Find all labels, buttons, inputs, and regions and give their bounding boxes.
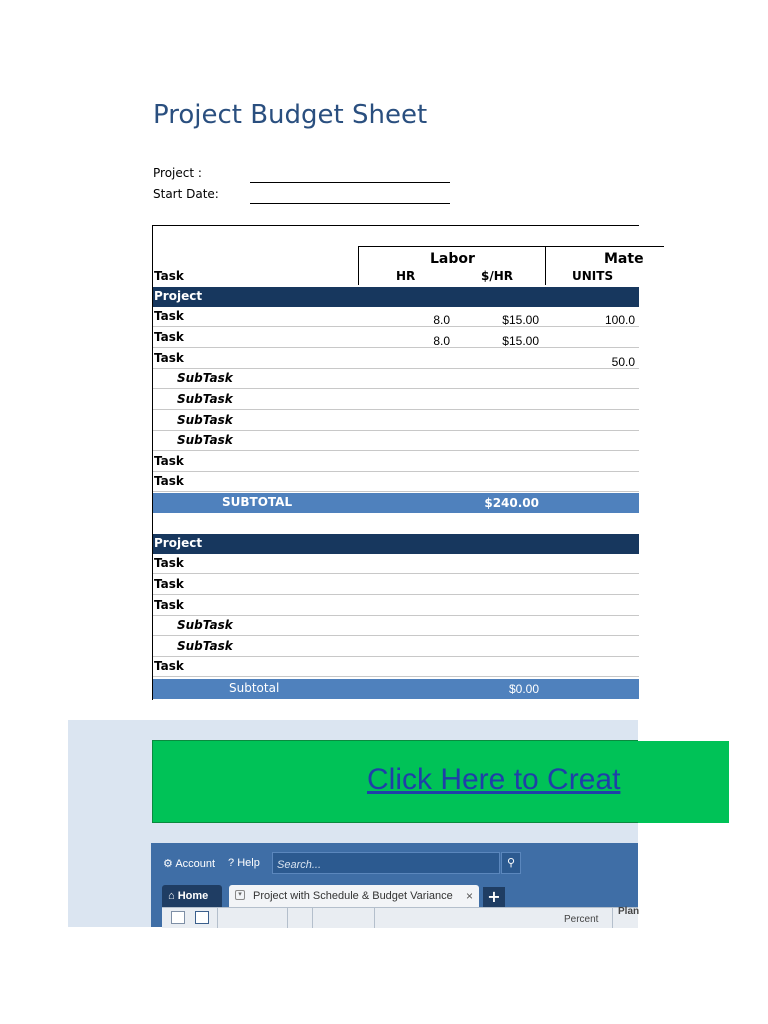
table-row [153,616,639,636]
row-label: SubTask [177,392,233,406]
row-label: SubTask [177,371,233,385]
chevron-down-icon[interactable]: ▾ [235,890,245,900]
row-label: SubTask [177,433,233,447]
col-hr: HR [396,269,416,283]
toolbar [162,907,638,928]
table-row [153,369,639,389]
table-row [153,554,639,574]
project-row [153,534,639,554]
table-row [153,307,639,327]
save-icon[interactable] [195,911,209,924]
rate-value: $15.00 [502,334,539,348]
column-divider [612,908,613,928]
close-icon[interactable]: × [465,889,473,903]
hr-value: 8.0 [433,334,450,348]
col-units: UNITS [572,269,614,283]
row-label: Task [154,351,184,365]
new-sheet-icon[interactable] [171,911,185,924]
search-button[interactable] [501,852,521,874]
hr-value: 8.0 [433,313,450,327]
tab-project-label: Project with Schedule & Budget Variance [253,890,453,902]
search-input[interactable] [273,856,481,874]
table-row [153,472,639,492]
row-label: Task [154,659,184,673]
account-link[interactable] [163,857,215,870]
subtotal-row [153,679,639,699]
table-row [153,596,639,616]
table-row [153,452,639,472]
table-row [153,431,639,451]
app-screenshot [151,843,638,927]
row-label: Task [154,556,184,570]
row-label: Task [154,598,184,612]
subtotal-value: $0.00 [508,682,539,696]
subtotal-value: $240.00 [484,496,539,510]
col-rate: $/HR [481,269,514,283]
toolbar-divider [217,908,218,928]
column-divider [312,908,313,928]
units-value: 50.0 [611,355,635,369]
search-icon: ⚲ [506,856,516,869]
budget-table [152,225,644,700]
labor-header-cell [358,246,546,285]
col-plan: Plan [618,906,640,917]
row-label: SubTask [177,639,233,653]
col-task: Task [154,269,184,283]
add-tab-button[interactable]: + [483,887,505,907]
project-label: Project : [153,166,202,180]
row-label: Task [154,330,184,344]
labor-header: Labor [430,251,475,267]
question-icon: ? [228,857,235,869]
row-label: SubTask [177,618,233,632]
project-row-label: Project [154,536,203,550]
row-label: Task [154,309,184,323]
home-icon: ⌂ [168,890,175,902]
table-row [153,390,639,410]
subtotal-row [153,493,639,513]
row-label: Task [154,577,184,591]
column-divider [287,908,288,928]
table-row [153,349,639,369]
cta-link-text[interactable]: Click Here to Creat [367,763,621,796]
subtotal-label: SUBTOTAL [222,495,293,509]
row-label: Task [154,454,184,468]
column-divider [374,908,375,928]
start-date-label: Start Date: [153,187,219,201]
table-row [153,411,639,431]
help-link[interactable] [228,857,260,869]
row-label: Task [154,474,184,488]
gear-icon: ⚙ [163,858,173,870]
materials-header: Mate [604,251,644,267]
subtotal-label: Subtotal [229,681,280,695]
col-percent: Percent [564,914,599,925]
table-row [153,637,639,657]
project-row [153,287,639,307]
project-field-line[interactable] [250,182,450,183]
account-label: Account [175,858,216,870]
help-label: Help [237,857,260,869]
project-row-label: Project [154,289,203,303]
tab-home[interactable] [162,885,222,907]
row-label: SubTask [177,413,233,427]
search-box[interactable] [272,852,500,874]
units-value: 100.0 [604,313,635,327]
table-row [153,328,639,348]
table-row [153,575,639,595]
rate-value: $15.00 [502,313,539,327]
start-date-field-line[interactable] [250,203,450,204]
cta-button-overflow[interactable] [638,741,729,823]
tab-home-label: Home [177,890,209,902]
cta-button[interactable] [152,740,638,823]
table-row [153,657,639,677]
page-title: Project Budget Sheet [153,100,428,130]
tab-project[interactable] [229,885,479,907]
